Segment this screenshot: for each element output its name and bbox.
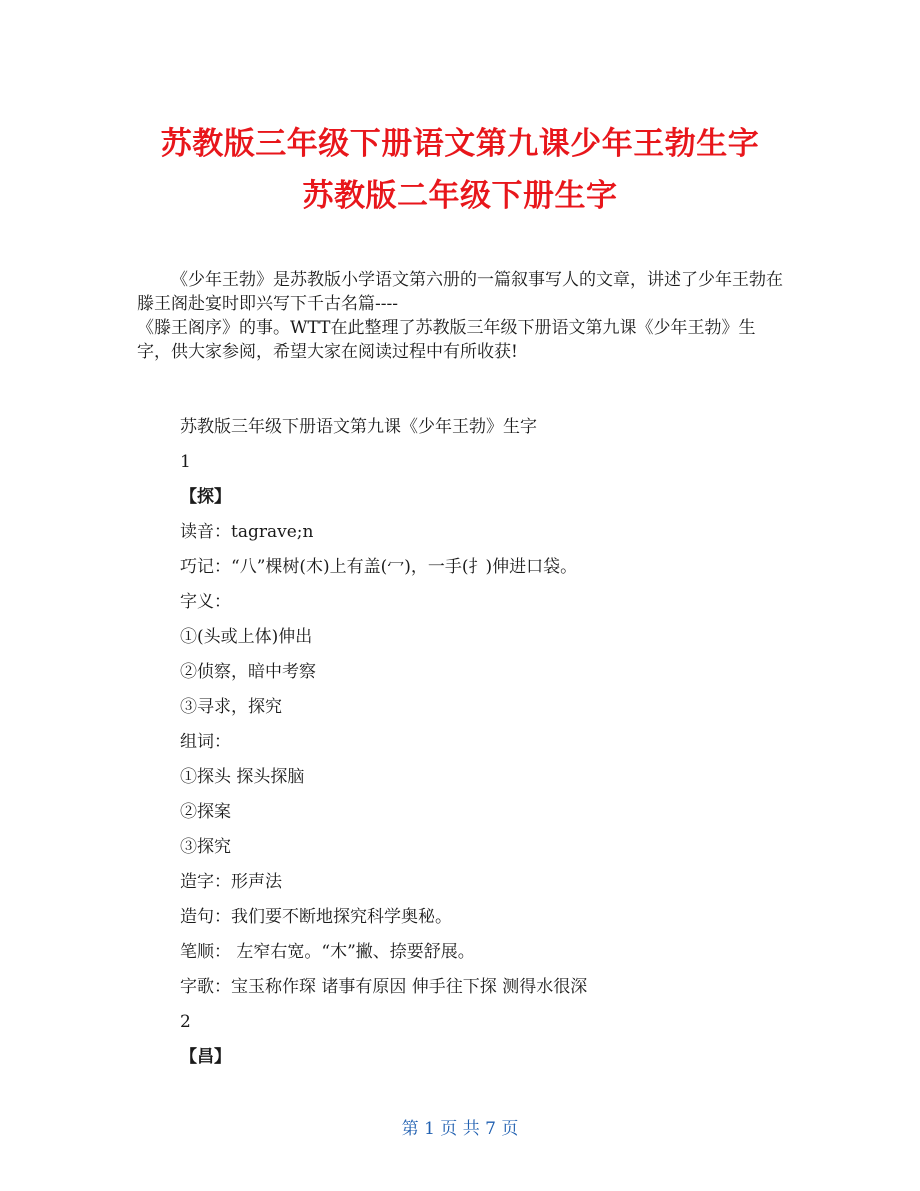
character-rhyme: 字歌：宝玉称作琛 诸事有原因 伸手往下探 测得水很深 xyxy=(180,977,588,997)
document-title: 苏教版三年级下册语文第九课少年王勃生字 xyxy=(160,126,760,162)
pronunciation: 读音：tagrave;n xyxy=(180,522,314,542)
stroke-order: 笔顺： 左窄右宽。“木”撇、捺要舒展。 xyxy=(180,942,475,962)
word-group-item: ①探头 探头探脑 xyxy=(180,767,305,787)
meaning-item: ①(头或上体)伸出 xyxy=(180,627,313,647)
section-heading: 苏教版三年级下册语文第九课《少年王勃》生字 xyxy=(180,417,537,437)
intro-text-part2: 《滕王阁序》的事。WTT在此整理了苏教版三年级下册语文第九课《少年王勃》生字，供大家参阅，希望大家在阅读过程中有所收获! xyxy=(137,318,756,362)
meaning-item: ③寻求，探究 xyxy=(180,697,282,717)
character-heading: 【昌】 xyxy=(180,1047,231,1067)
word-group-item: ③探究 xyxy=(180,837,231,857)
memory-tip: 巧记：“八”棵树(木)上有盖(冖)，一手(扌)伸进口袋。 xyxy=(180,557,578,577)
intro-text-part1: 《少年王勃》是苏教版小学语文第六册的一篇叙事写人的文章，讲述了少年王勃在滕王阁赴宴时即兴写下千古名篇---- xyxy=(137,270,783,314)
intro-paragraph xyxy=(137,268,783,364)
content-lines xyxy=(180,410,587,1075)
example-sentence: 造句：我们要不断地探究科学奥秘。 xyxy=(180,907,452,927)
word-group-item: ②探案 xyxy=(180,802,231,822)
document-subtitle: 苏教版二年级下册生字 xyxy=(302,178,618,214)
item-number: 1 xyxy=(180,452,191,472)
character-heading: 【探】 xyxy=(180,487,231,507)
word-group-label: 组词： xyxy=(180,732,231,752)
meaning-label: 字义： xyxy=(180,592,231,612)
meaning-item: ②侦察，暗中考察 xyxy=(180,662,316,682)
page-number-footer: 第 1 页 共 7 页 xyxy=(401,1119,519,1139)
character-formation: 造字：形声法 xyxy=(180,872,282,892)
item-number: 2 xyxy=(180,1012,191,1032)
